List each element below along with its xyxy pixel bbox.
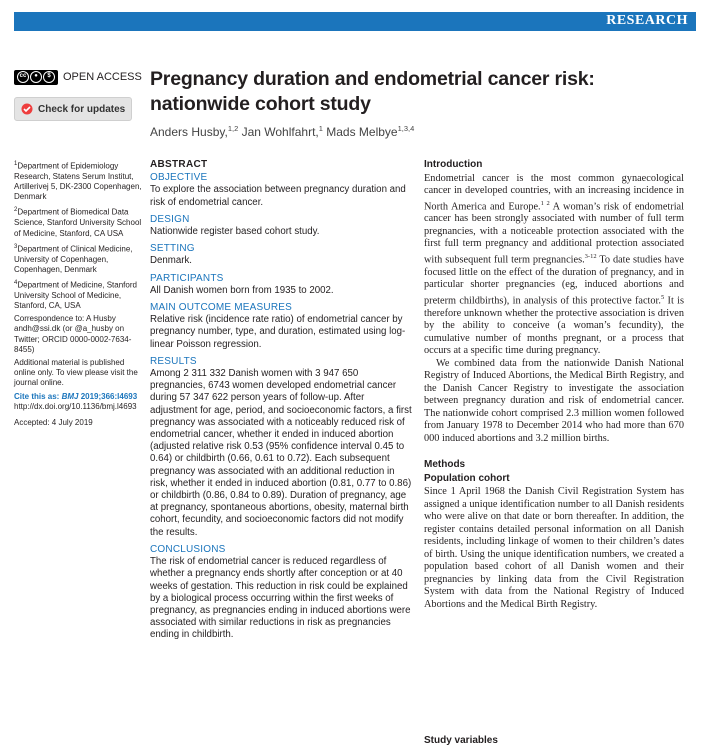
participants-text: All Danish women born from 1935 to 2002. — [150, 284, 334, 296]
study-variables-heading: Study variables — [424, 735, 498, 746]
conclusions-text: The risk of endometrial cancer is reduced regardless of whether a pregnancy ends shortly after conception or at 40 weeks of gestation. This reduction in risk could be explained by a biological process occurring within the first weeks of pregnancy, as pregnancies ending in induced abortions were associated with similar reductions in risk as pregnancies ending in childbirth. — [150, 556, 411, 641]
author-affil: 1 — [318, 124, 323, 133]
affiliation: $^4$Department of Medicine, Stanford University School of Medicine, Stanford, CA, USA — [14, 280, 137, 311]
author-affil: 1,3,4 — [397, 124, 415, 133]
nc-icon: $ — [43, 71, 55, 83]
main-text — [424, 159, 684, 611]
setting-text: Denmark. — [150, 255, 192, 267]
setting-heading: SETTING — [150, 243, 195, 255]
methods-paragraph: Since 1 April 1968 the Danish Civil Registration System has assigned a unique identification number to all Danish residents who were alive on that date or born thereafter. In addition, the register contains detailed personal information on all Danish residents, including linkage of women to their children’s dates of birth. Using the unique identification numbers, we created a population based cohort of all Danish women and their pregnancies by linking data from the Civil Registration System with data from the National Registry of Induced Abortions and the Medical Birth Registry. — [424, 486, 684, 610]
article-title: Pregnancy duration and endometrial cancer risk: nationwide cohort study — [150, 68, 595, 115]
population-cohort-heading: Population cohort — [424, 472, 510, 484]
author-affil: 1,2 — [227, 124, 239, 133]
affiliation: $^2$Department of Biomedical Data Science, Stanford University School of Medicine, Stanford, CA USA — [14, 207, 142, 238]
affiliation: $^1$Department of Epidemiology Research, Statens Serum Institut, Artillerivej 5, DK-2300 Copenhagen, Denmark — [14, 161, 142, 202]
affiliation: $^3$Department of Clinical Medicine, University of Copenhagen, Copenhagen, Denmark — [14, 243, 133, 274]
outcome-heading: MAIN OUTCOME MEASURES — [150, 302, 292, 314]
abstract-heading: ABSTRACT — [150, 159, 208, 170]
by-icon: ● — [30, 71, 42, 83]
reference-link[interactable]: 5 — [660, 293, 665, 301]
correspondence[interactable]: Correspondence to: A Husby andh@ssi.dk (or @a_husby on Twitter; ORCID 0000-0002-7634-8455) — [14, 314, 132, 354]
abstract — [150, 159, 412, 642]
intro-paragraph: We combined data from the nationwide Danish National Registry of Induced Abortions, the Medical Birth Registry, and the Danish Cancer Registry to investigate the association between pregnancy duration and risk of endometrial cancer. The nationwide cohort comprised 2.3 million women followed from January 1978 to December 2014 who had more than 670 000 induced abortions and 3.2 million births. — [424, 357, 684, 444]
section-banner — [14, 12, 696, 31]
methods-heading: Methods — [424, 459, 466, 471]
doi-link[interactable]: http://dx.doi.org/10.1136/bmj.l4693 — [14, 401, 137, 411]
conclusions-heading: CONCLUSIONS — [150, 543, 226, 555]
intro-paragraph: Endometrial cancer is the most common gynaecological cancer in developed countries, with an increasing incidence in North America and Europe.$^{1 2}$ A woman’s risk of endometrial cancer has been strongly associated with number of full term pregnancies, with a noticeable protection associated with the first full term pregnancy and additional protection associated with subsequent full term pregnancies.$^{3-12}$ To date studies have focused little on the effect of the duration of pregnancy, and in particular shorter pregnancies (eg, induced abortions and preterm childbirths), in analysis of this protective factor.$^5$ It is therefore unknown whether the protective association is driven by the ability to conceive (a woman’s fecundity), the cumulative number of months pregnant, or a process that occurs at a specific time during pregnancy. — [424, 172, 684, 357]
reference-link[interactable]: 3-12 — [584, 252, 597, 260]
introduction-heading: Introduction — [424, 159, 483, 170]
author-name[interactable]: Mads Melbye — [322, 125, 398, 139]
author-name[interactable]: Anders Husby, — [150, 125, 228, 139]
check-for-updates-button[interactable] — [14, 97, 132, 121]
cc-icon: cc — [17, 71, 29, 83]
author-list — [150, 124, 414, 139]
citation[interactable]: Cite this as: BMJ 2019;366:l4693 http://dx.doi.org/10.1136/bmj.l4693 — [14, 391, 138, 411]
check-for-updates-label: Check for updates — [38, 103, 126, 115]
affiliations-sidebar — [14, 159, 142, 431]
participants-heading: PARTICIPANTS — [150, 272, 224, 284]
outcome-text: Relative risk (incidence rate ratio) of endometrial cancer by pregnancy number, type, and duration, estimated using log-linear Poisson regression. — [150, 314, 406, 350]
design-heading: DESIGN — [150, 213, 190, 225]
objective-text: To explore the association between pregnancy duration and risk of endometrial cancer. — [150, 184, 406, 208]
results-text: Among 2 311 332 Danish women with 3 947 650 pregnancies, 6743 women developed endometrial cancer during 57 347 622 person years of follow-up. After adjustment for age, period, and socioeconomic factors, a first pregnancy was associated with a noticeably reduced risk of endometrial cancer, whether it ended in induced abortion (adjusted relative risk 0.53 (95% confidence interval 0.45 to 0.64) or childbirth (0.66, 0.61 to 0.72). Each subsequent pregnancy was associated with an additional reduction in risk, whether it ended in induced abortion (0.81, 0.77 to 0.86) or childbirth (0.86, 0.84 to 0.89). Duration of pregnancy, age at pregnancy, spontaneous abortions, obesity, maternal birth cohort, fecundity, and socioeconomic factors did not modify the results. — [150, 368, 412, 538]
open-access-label: OPEN ACCESS — [63, 71, 142, 83]
results-heading: RESULTS — [150, 355, 197, 367]
objective-heading: OBJECTIVE — [150, 172, 208, 184]
accepted-date: Accepted: 4 July 2019 — [14, 418, 93, 428]
section-label: RESEARCH — [606, 13, 688, 28]
design-text: Nationwide register based cohort study. — [150, 226, 320, 238]
open-access-badge[interactable] — [14, 68, 142, 86]
reference-link[interactable]: 1 2 — [540, 199, 550, 207]
creative-commons-badge — [14, 70, 58, 85]
additional-material-note: Additional material is published online only. To view please visit the journal online. — [14, 358, 138, 388]
crossmark-icon — [21, 103, 33, 115]
author-name[interactable]: Jan Wohlfahrt, — [238, 125, 319, 139]
